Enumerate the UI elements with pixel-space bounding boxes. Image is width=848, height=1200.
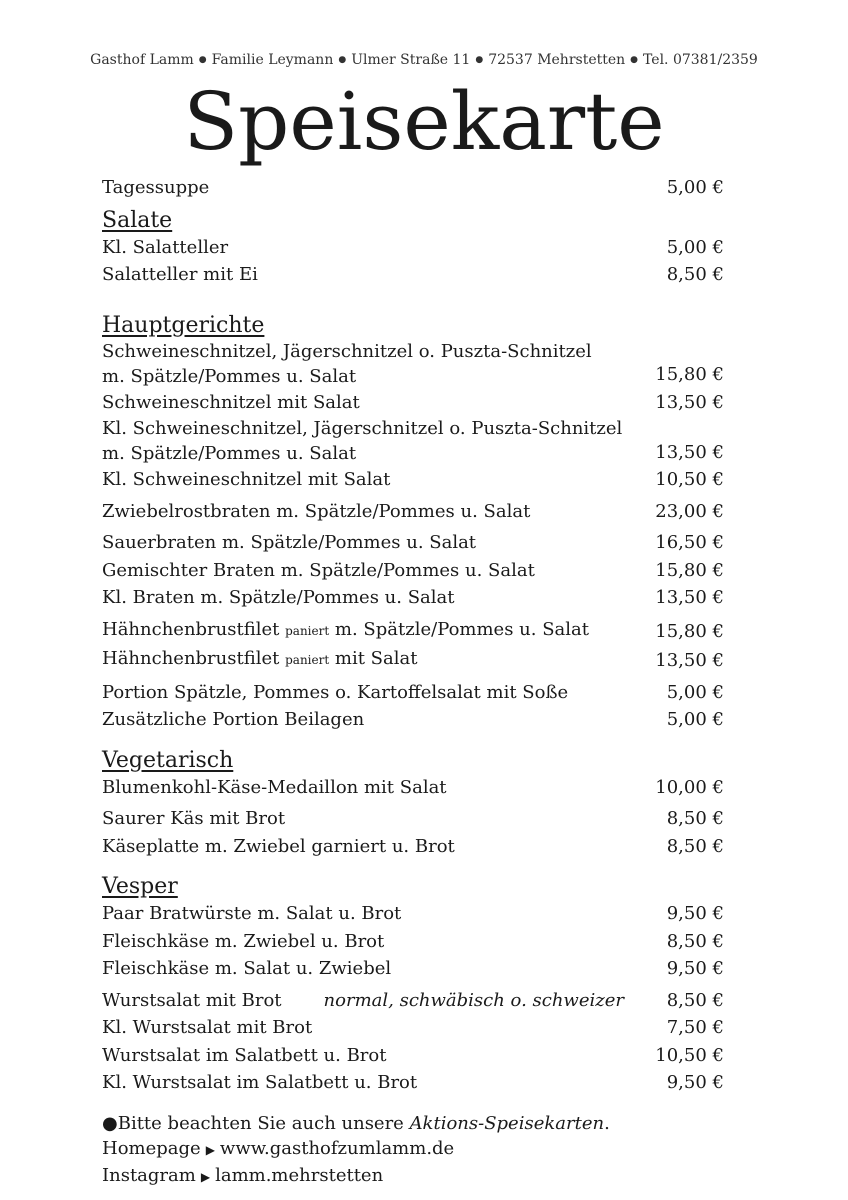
item-name-main: Wurstsalat mit Brot bbox=[102, 989, 282, 1011]
item-name bbox=[102, 339, 654, 389]
menu-item bbox=[102, 928, 724, 956]
item-price: 5,00 € bbox=[666, 681, 724, 703]
item-name: Blumenkohl-Käse-Medaillon mit Salat bbox=[102, 776, 447, 798]
item-name: Sauerbraten m. Spätzle/Pommes u. Salat bbox=[102, 532, 477, 553]
item-price: 8,50 € bbox=[666, 989, 724, 1011]
section-heading-hauptgerichte: Hauptgerichte bbox=[102, 312, 265, 338]
menu-footer bbox=[102, 1111, 724, 1190]
item-price: 10,50 € bbox=[655, 1044, 724, 1066]
item-name-rest: m. Spätzle/Pommes u. Salat bbox=[334, 618, 589, 640]
item-price: 15,80 € bbox=[655, 620, 724, 642]
item-price: 9,50 € bbox=[666, 903, 724, 924]
item-price: 10,50 € bbox=[655, 469, 724, 490]
item-price: 13,50 € bbox=[655, 391, 724, 413]
item-name: Paar Bratwürste m. Salat u. Brot bbox=[102, 903, 402, 924]
item-name: Kl. Wurstsalat mit Brot bbox=[102, 1017, 313, 1038]
bullet-icon: ● bbox=[475, 55, 484, 65]
menu-item bbox=[102, 466, 724, 494]
menu-item bbox=[102, 389, 724, 417]
item-name-line1: Schweineschnitzel, Jägerschnitzel o. Puszta-Schnitzel bbox=[102, 340, 592, 362]
section-heading-salate: Salate bbox=[102, 207, 173, 233]
item-name: Kl. Salatteller bbox=[102, 236, 229, 258]
item-name: Salatteller mit Ei bbox=[102, 264, 258, 285]
menu-item bbox=[102, 174, 724, 202]
triangle-right-icon: ▶ bbox=[205, 1142, 215, 1157]
item-name: Kl. Wurstsalat im Salatbett u. Brot bbox=[102, 1072, 418, 1093]
item-name bbox=[102, 416, 654, 466]
instagram-label: Instagram bbox=[102, 1164, 196, 1186]
menu-list bbox=[102, 174, 724, 1190]
menu-item bbox=[102, 833, 724, 861]
item-name: Fleischkäse m. Salat u. Zwiebel bbox=[102, 958, 392, 979]
notice-emphasis: Aktions-Speisekarten bbox=[409, 1112, 605, 1134]
notice-line bbox=[102, 1111, 724, 1136]
bullet-icon: ● bbox=[630, 55, 639, 65]
menu-item bbox=[102, 557, 724, 585]
menu-item bbox=[102, 645, 724, 675]
item-name: Zwiebelrostbraten m. Spätzle/Pommes u. Salat bbox=[102, 500, 531, 522]
header-family: Familie Leymann bbox=[211, 52, 334, 68]
notice-end: . bbox=[604, 1112, 610, 1134]
item-name: Fleischkäse m. Zwiebel u. Brot bbox=[102, 930, 385, 952]
item-price: 5,00 € bbox=[666, 709, 724, 730]
item-name: Kl. Braten m. Spätzle/Pommes u. Salat bbox=[102, 587, 455, 608]
item-name-rest: mit Salat bbox=[334, 648, 418, 669]
item-name: Portion Spätzle, Pommes o. Kartoffelsalat mit Soße bbox=[102, 681, 569, 703]
item-price: 13,50 € bbox=[655, 441, 724, 463]
item-name: Wurstsalat im Salatbett u. Brot bbox=[102, 1044, 387, 1066]
item-price: 9,50 € bbox=[666, 1072, 724, 1093]
item-name: Tagessuppe bbox=[102, 177, 210, 198]
item-name: Zusätzliche Portion Beilagen bbox=[102, 709, 365, 730]
item-price: 9,50 € bbox=[666, 958, 724, 979]
header-phone: Tel. 07381/2359 bbox=[643, 52, 758, 68]
item-price: 15,80 € bbox=[655, 364, 724, 385]
item-name-main: Hähnchenbrustfilet bbox=[102, 648, 280, 669]
notice-text: Bitte beachten Sie auch unsere bbox=[117, 1112, 410, 1134]
bullet-icon: ● bbox=[102, 1112, 118, 1134]
menu-item bbox=[102, 339, 724, 389]
item-name bbox=[102, 987, 654, 1015]
header-name: Gasthof Lamm bbox=[90, 52, 194, 68]
restaurant-header bbox=[0, 52, 848, 68]
item-price: 7,50 € bbox=[666, 1017, 724, 1038]
item-name: Käseplatte m. Zwiebel garniert u. Brot bbox=[102, 835, 455, 857]
menu-item bbox=[102, 774, 724, 802]
header-street: Ulmer Straße 11 bbox=[351, 52, 471, 68]
bullet-icon: ● bbox=[338, 55, 347, 65]
item-name bbox=[102, 616, 654, 646]
item-modifier: paniert bbox=[285, 623, 330, 638]
bullet-icon: ● bbox=[198, 55, 207, 65]
item-price: 23,00 € bbox=[655, 500, 724, 522]
item-price: 16,50 € bbox=[655, 532, 724, 553]
item-name-main: Hähnchenbrustfilet bbox=[102, 618, 280, 640]
item-name-line2: m. Spätzle/Pommes u. Salat bbox=[102, 443, 357, 464]
page-title: Speisekarte bbox=[183, 75, 665, 168]
menu-item bbox=[102, 234, 724, 262]
item-modifier: paniert bbox=[285, 653, 330, 667]
instagram-link[interactable]: lamm.mehrstetten bbox=[215, 1164, 384, 1186]
item-price: 5,00 € bbox=[666, 177, 724, 198]
item-price: 15,80 € bbox=[655, 559, 724, 581]
item-name: Schweineschnitzel mit Salat bbox=[102, 391, 360, 413]
menu-item bbox=[102, 805, 724, 833]
menu-item bbox=[102, 616, 724, 646]
menu-item bbox=[102, 584, 724, 612]
homepage-line bbox=[102, 1136, 724, 1163]
menu-item bbox=[102, 498, 724, 526]
item-name: Kl. Schweineschnitzel mit Salat bbox=[102, 469, 391, 490]
section-heading-vegetarisch: Vegetarisch bbox=[102, 747, 234, 773]
menu-item bbox=[102, 706, 724, 734]
homepage-link[interactable]: www.gasthofzumlamm.de bbox=[219, 1137, 455, 1159]
item-note: normal, schwäbisch o. schweizer bbox=[323, 989, 624, 1011]
menu-item bbox=[102, 900, 724, 928]
header-city: 72537 Mehrstetten bbox=[488, 52, 626, 68]
item-price: 8,50 € bbox=[666, 808, 724, 829]
item-price: 8,50 € bbox=[666, 930, 724, 952]
menu-item bbox=[102, 529, 724, 557]
item-price: 13,50 € bbox=[655, 587, 724, 608]
item-price: 5,00 € bbox=[666, 236, 724, 258]
item-name bbox=[102, 645, 654, 675]
item-price: 10,00 € bbox=[655, 776, 724, 798]
menu-item bbox=[102, 987, 724, 1015]
homepage-label: Homepage bbox=[102, 1137, 201, 1159]
menu-item bbox=[102, 261, 724, 289]
item-name-line2: m. Spätzle/Pommes u. Salat bbox=[102, 365, 357, 387]
item-name: Gemischter Braten m. Spätzle/Pommes u. Salat bbox=[102, 559, 535, 581]
item-name: Saurer Käs mit Brot bbox=[102, 808, 286, 829]
menu-item bbox=[102, 1042, 724, 1070]
triangle-right-icon: ▶ bbox=[200, 1169, 211, 1184]
item-price: 8,50 € bbox=[666, 264, 724, 285]
menu-item bbox=[102, 679, 724, 707]
instagram-line bbox=[102, 1163, 724, 1190]
menu-item bbox=[102, 955, 724, 983]
item-price: 13,50 € bbox=[655, 650, 724, 671]
menu-item bbox=[102, 416, 724, 466]
menu-item bbox=[102, 1014, 724, 1042]
menu-item bbox=[102, 1069, 724, 1097]
item-name-line1: Kl. Schweineschnitzel, Jägerschnitzel o. Puszta-Schnitzel bbox=[102, 418, 623, 439]
section-heading-vesper: Vesper bbox=[102, 874, 178, 899]
item-price: 8,50 € bbox=[666, 835, 724, 857]
